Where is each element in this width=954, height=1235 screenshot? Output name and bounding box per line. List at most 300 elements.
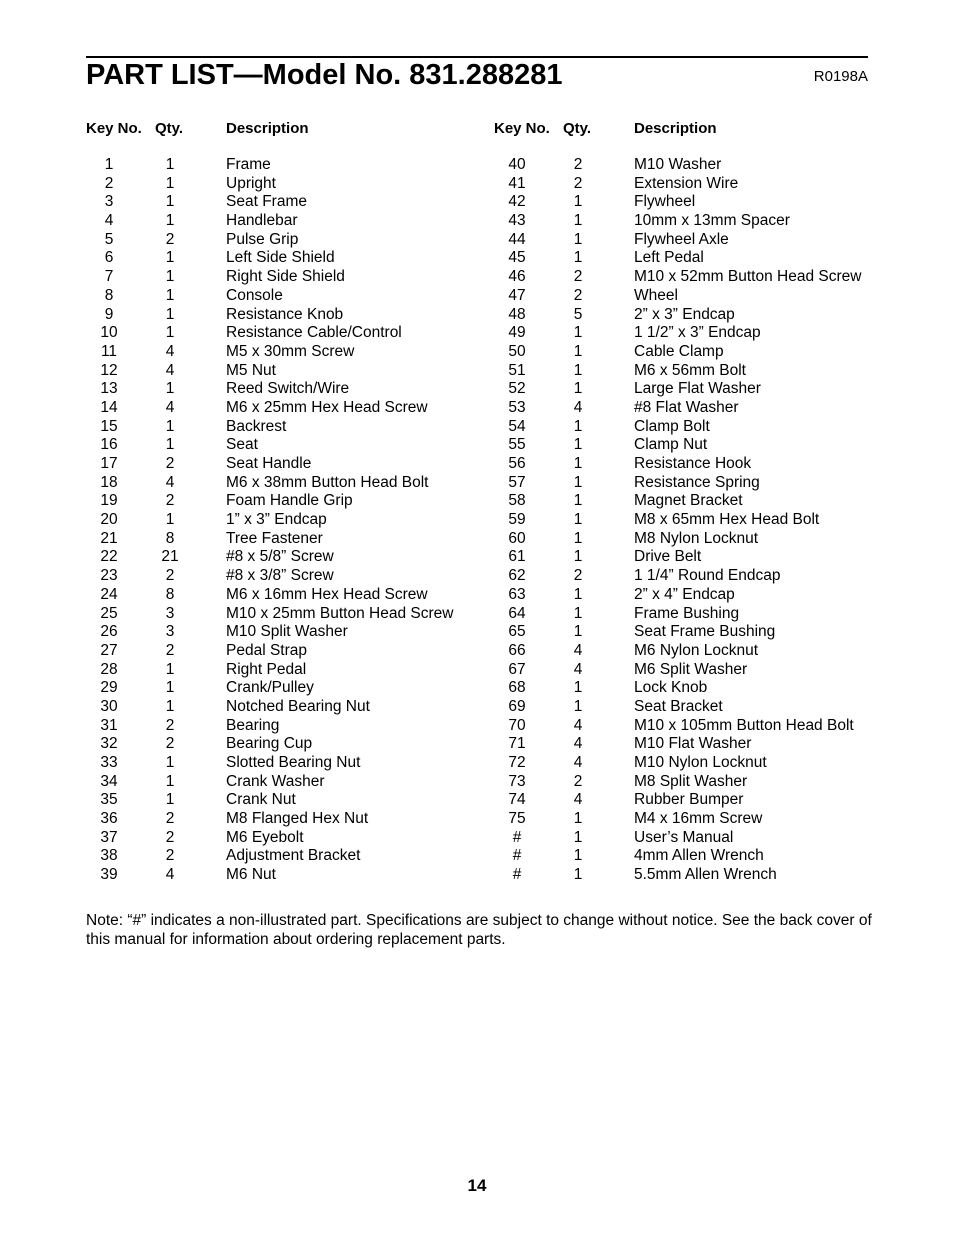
header-key-no: Key No. (494, 120, 550, 137)
part-description: Magnet Bracket (634, 492, 743, 510)
part-row (86, 436, 476, 455)
part-description: Crank Washer (226, 772, 325, 790)
part-description: Backrest (226, 417, 287, 435)
part-row (494, 530, 884, 549)
part-key-no: 69 (508, 697, 526, 715)
part-key-no: 31 (100, 716, 118, 734)
part-description: Seat Frame (226, 193, 307, 211)
part-row (494, 362, 884, 381)
part-qty: 1 (573, 697, 583, 715)
part-qty: 1 (165, 660, 175, 678)
part-qty: 1 (165, 156, 175, 173)
part-description: M10 x 105mm Button Head Bolt (634, 716, 854, 734)
part-key-no: 42 (508, 193, 526, 211)
part-description: M10 Washer (634, 156, 722, 173)
part-description: 1” x 3” Endcap (226, 511, 327, 529)
part-row (86, 623, 476, 642)
part-qty: 4 (573, 641, 583, 659)
part-row (86, 380, 476, 399)
column-header (86, 118, 476, 140)
part-row (494, 642, 884, 661)
part-key-no: 58 (508, 492, 526, 510)
part-row (86, 492, 476, 511)
part-qty: 1 (573, 249, 583, 267)
part-key-no: 7 (104, 268, 114, 286)
part-description: M10 x 25mm Button Head Screw (226, 604, 454, 622)
part-description: #8 x 5/8” Screw (226, 548, 334, 566)
part-description: M6 Nut (226, 866, 276, 884)
footnote: Note: “#” indicates a non-illustrated part. Specifications are subject to change without notice. See the back cover of this manual for information about ordering replacement parts. (86, 912, 872, 948)
part-description: Bearing (226, 716, 280, 734)
part-description: Drive Belt (634, 548, 702, 566)
part-row (86, 717, 476, 736)
part-key-no: # (512, 847, 522, 865)
part-key-no: 73 (508, 772, 526, 790)
part-key-no: 43 (508, 212, 526, 230)
part-qty: 4 (165, 342, 175, 360)
header-description: Description (634, 120, 717, 137)
part-qty: 4 (573, 398, 583, 416)
part-qty: 1 (573, 585, 583, 603)
part-qty: 8 (165, 585, 175, 603)
part-qty: 3 (165, 623, 175, 641)
part-description: Wheel (634, 286, 678, 304)
part-description: Left Side Shield (226, 249, 335, 267)
part-key-no: 55 (508, 436, 526, 454)
part-key-no: 71 (508, 735, 526, 753)
part-key-no: 40 (508, 156, 526, 173)
part-description: Left Pedal (634, 249, 704, 267)
part-key-no: 19 (100, 492, 118, 510)
part-description: Foam Handle Grip (226, 492, 353, 510)
part-description: Frame (226, 156, 271, 173)
part-row (494, 548, 884, 567)
part-qty: 2 (573, 174, 583, 192)
part-key-no: 70 (508, 716, 526, 734)
part-key-no: 72 (508, 754, 526, 771)
part-qty: 1 (573, 473, 583, 491)
column-header (494, 118, 884, 140)
part-description: Reed Switch/Wire (226, 380, 350, 398)
part-qty: 2 (573, 567, 583, 585)
part-description: Resistance Knob (226, 305, 344, 323)
part-description: Large Flat Washer (634, 380, 761, 398)
part-description: Lock Knob (634, 679, 708, 697)
part-row (86, 679, 476, 698)
part-description: Right Side Shield (226, 268, 345, 286)
part-qty: 1 (573, 511, 583, 529)
part-qty: 2 (165, 810, 175, 828)
part-row (494, 735, 884, 754)
part-qty: 1 (165, 249, 175, 267)
part-qty: 2 (165, 828, 175, 846)
part-row (494, 511, 884, 530)
part-description: M6 Split Washer (634, 660, 748, 678)
part-qty: 1 (165, 174, 175, 192)
part-row (86, 156, 476, 175)
part-key-no: # (512, 828, 522, 846)
part-row (494, 698, 884, 717)
part-qty: 2 (165, 567, 175, 585)
part-row (494, 661, 884, 680)
part-row (86, 847, 476, 866)
part-qty: 1 (165, 305, 175, 323)
part-row (86, 791, 476, 810)
part-description: M4 x 16mm Screw (634, 810, 763, 828)
part-qty: 1 (573, 230, 583, 248)
part-qty: 2 (165, 492, 175, 510)
part-qty: 1 (165, 772, 175, 790)
part-key-no: 12 (100, 361, 118, 379)
part-qty: 21 (161, 548, 179, 566)
part-qty: 4 (573, 754, 583, 771)
part-key-no: 3 (104, 193, 114, 211)
part-description: Crank/Pulley (226, 679, 314, 697)
part-row (86, 829, 476, 848)
part-key-no: 34 (100, 772, 118, 790)
part-description: Flywheel (634, 193, 696, 211)
part-row (494, 679, 884, 698)
part-row (86, 586, 476, 605)
part-description: Slotted Bearing Nut (226, 754, 361, 771)
part-qty: 1 (573, 529, 583, 547)
part-key-no: 23 (100, 567, 118, 585)
part-qty: 1 (165, 679, 175, 697)
part-row (86, 399, 476, 418)
part-description: Clamp Nut (634, 436, 708, 454)
part-key-no: 14 (100, 398, 118, 416)
part-qty: 1 (573, 847, 583, 865)
part-description: M6 x 16mm Hex Head Screw (226, 585, 428, 603)
part-qty: 1 (573, 623, 583, 641)
part-qty: 1 (573, 828, 583, 846)
header-qty: Qty. (563, 120, 592, 137)
part-key-no: 28 (100, 660, 118, 678)
part-key-no: 9 (104, 305, 114, 323)
part-description: M10 Split Washer (226, 623, 348, 641)
part-qty: 1 (573, 455, 583, 472)
part-description: Resistance Spring (634, 473, 760, 491)
part-qty: 2 (165, 641, 175, 659)
part-key-no: # (512, 866, 522, 884)
part-row (494, 866, 884, 885)
part-key-no: 16 (100, 436, 118, 454)
part-key-no: 4 (104, 212, 114, 230)
part-qty: 2 (573, 772, 583, 790)
part-description: M8 Nylon Locknut (634, 529, 759, 547)
part-qty: 1 (165, 697, 175, 715)
part-qty: 1 (165, 791, 175, 809)
part-row (494, 324, 884, 343)
part-qty: 4 (573, 660, 583, 678)
part-key-no: 2 (104, 174, 114, 192)
part-qty: 4 (165, 398, 175, 416)
parts-column-left (86, 118, 476, 884)
part-description: Console (226, 286, 283, 304)
part-qty: 1 (573, 810, 583, 828)
part-qty: 1 (573, 380, 583, 398)
part-row (494, 829, 884, 848)
part-qty: 1 (573, 548, 583, 566)
part-qty: 4 (165, 866, 175, 884)
part-qty: 1 (573, 212, 583, 230)
part-key-no: 54 (508, 417, 526, 435)
part-key-no: 17 (100, 455, 118, 472)
part-key-no: 38 (100, 847, 118, 865)
part-key-no: 27 (100, 641, 118, 659)
part-description: Adjustment Bracket (226, 847, 361, 865)
part-description: Bearing Cup (226, 735, 313, 753)
part-qty: 8 (165, 529, 175, 547)
part-key-no: 74 (508, 791, 526, 809)
part-description: Frame Bushing (634, 604, 740, 622)
part-description: M10 Flat Washer (634, 735, 752, 753)
part-description: 4mm Allen Wrench (634, 847, 764, 865)
part-qty: 4 (573, 791, 583, 809)
part-row (86, 324, 476, 343)
part-qty: 4 (165, 473, 175, 491)
parts-rows-right (494, 156, 884, 885)
part-description: Clamp Bolt (634, 417, 710, 435)
part-description: 5.5mm Allen Wrench (634, 866, 777, 884)
part-qty: 1 (165, 436, 175, 454)
part-key-no: 41 (508, 174, 526, 192)
part-description: Flywheel Axle (634, 230, 729, 248)
part-description: 1 1/2” x 3” Endcap (634, 324, 761, 342)
part-row (494, 474, 884, 493)
part-key-no: 62 (508, 567, 526, 585)
part-description: M10 x 52mm Button Head Screw (634, 268, 862, 286)
part-qty: 1 (573, 193, 583, 211)
part-key-no: 26 (100, 623, 118, 641)
part-qty: 3 (165, 604, 175, 622)
part-description: Handlebar (226, 212, 298, 230)
part-row (494, 754, 884, 773)
part-row (494, 717, 884, 736)
part-key-no: 25 (100, 604, 118, 622)
part-key-no: 36 (100, 810, 118, 828)
part-row (86, 193, 476, 212)
part-row (494, 306, 884, 325)
part-qty: 1 (573, 342, 583, 360)
part-key-no: 1 (104, 156, 114, 173)
part-description: M5 Nut (226, 361, 276, 379)
part-row (86, 548, 476, 567)
part-row (86, 698, 476, 717)
part-key-no: 56 (508, 455, 526, 472)
part-key-no: 51 (508, 361, 526, 379)
part-key-no: 44 (508, 230, 526, 248)
part-key-no: 24 (100, 585, 118, 603)
part-qty: 1 (573, 604, 583, 622)
part-qty: 2 (573, 286, 583, 304)
part-row (86, 474, 476, 493)
part-description: Crank Nut (226, 791, 296, 809)
part-key-no: 65 (508, 623, 526, 641)
part-description: M5 x 30mm Screw (226, 342, 355, 360)
part-row (494, 773, 884, 792)
part-key-no: 13 (100, 380, 118, 398)
part-row (494, 399, 884, 418)
part-qty: 1 (573, 679, 583, 697)
part-row (494, 586, 884, 605)
part-row (86, 530, 476, 549)
part-key-no: 33 (100, 754, 118, 771)
part-qty: 1 (573, 492, 583, 510)
part-row (494, 249, 884, 268)
part-qty: 1 (165, 511, 175, 529)
part-description: M6 Eyebolt (226, 828, 304, 846)
part-key-no: 8 (104, 286, 114, 304)
part-row (86, 268, 476, 287)
part-row (86, 866, 476, 885)
header-key-no: Key No. (86, 120, 142, 137)
part-key-no: 50 (508, 342, 526, 360)
part-qty: 1 (165, 754, 175, 771)
part-key-no: 37 (100, 828, 118, 846)
part-description: M6 Nylon Locknut (634, 641, 759, 659)
part-qty: 1 (165, 380, 175, 398)
part-qty: 1 (573, 361, 583, 379)
header-description: Description (226, 120, 309, 137)
part-qty: 4 (573, 716, 583, 734)
part-description: M6 x 25mm Hex Head Screw (226, 398, 428, 416)
part-key-no: 68 (508, 679, 526, 697)
part-key-no: 66 (508, 641, 526, 659)
part-row (494, 380, 884, 399)
part-row (86, 306, 476, 325)
part-key-no: 35 (100, 791, 118, 809)
part-description: M6 x 38mm Button Head Bolt (226, 473, 429, 491)
part-description: 2” x 3” Endcap (634, 305, 735, 323)
part-key-no: 52 (508, 380, 526, 398)
part-qty: 1 (573, 436, 583, 454)
part-description: M8 Split Washer (634, 772, 748, 790)
part-description: 10mm x 13mm Spacer (634, 212, 790, 230)
part-row (86, 605, 476, 624)
part-row (86, 212, 476, 231)
part-qty: 1 (573, 324, 583, 342)
part-row (494, 810, 884, 829)
part-description: Seat Bracket (634, 697, 723, 715)
part-key-no: 46 (508, 268, 526, 286)
part-row (86, 455, 476, 474)
part-description: #8 x 3/8” Screw (226, 567, 334, 585)
part-description: Resistance Cable/Control (226, 324, 402, 342)
part-description: User’s Manual (634, 828, 734, 846)
part-row (86, 773, 476, 792)
part-row (494, 175, 884, 194)
part-key-no: 11 (100, 342, 118, 360)
part-qty: 2 (573, 268, 583, 286)
part-description: Pedal Strap (226, 641, 307, 659)
part-key-no: 10 (100, 324, 118, 342)
part-key-no: 6 (104, 249, 114, 267)
part-qty: 5 (573, 305, 583, 323)
part-row (86, 343, 476, 362)
header-qty: Qty. (155, 120, 184, 137)
part-description: Upright (226, 174, 276, 192)
document-code: R0198A (813, 68, 868, 85)
part-row (86, 231, 476, 250)
part-description: Notched Bearing Nut (226, 697, 370, 715)
part-row (86, 175, 476, 194)
part-row (86, 362, 476, 381)
part-qty: 2 (165, 455, 175, 472)
part-qty: 2 (165, 716, 175, 734)
part-key-no: 47 (508, 286, 526, 304)
part-row (494, 605, 884, 624)
part-row (86, 287, 476, 306)
part-qty: 2 (573, 156, 583, 173)
part-row (494, 847, 884, 866)
part-qty: 4 (165, 361, 175, 379)
part-row (494, 193, 884, 212)
part-row (494, 455, 884, 474)
part-qty: 1 (165, 324, 175, 342)
part-key-no: 22 (100, 548, 118, 566)
part-description: M6 x 56mm Bolt (634, 361, 746, 379)
part-key-no: 57 (508, 473, 526, 491)
part-row (494, 418, 884, 437)
part-row (86, 511, 476, 530)
part-row (86, 754, 476, 773)
part-description: Right Pedal (226, 660, 307, 678)
part-row (494, 287, 884, 306)
part-description: Tree Fastener (226, 529, 323, 547)
part-row (494, 623, 884, 642)
page-number: 14 (467, 1176, 487, 1195)
part-description: M10 Nylon Locknut (634, 754, 767, 771)
part-description: Pulse Grip (226, 230, 299, 248)
part-row (494, 268, 884, 287)
part-qty: 1 (165, 193, 175, 211)
part-description: Extension Wire (634, 174, 739, 192)
part-key-no: 75 (508, 810, 526, 828)
part-key-no: 48 (508, 305, 526, 323)
part-qty: 1 (573, 866, 583, 884)
part-description: Seat (226, 436, 258, 454)
part-key-no: 20 (100, 511, 118, 529)
part-key-no: 15 (100, 417, 118, 435)
part-row (494, 436, 884, 455)
part-key-no: 45 (508, 249, 526, 267)
part-key-no: 60 (508, 529, 526, 547)
part-description: #8 Flat Washer (634, 398, 739, 416)
part-key-no: 63 (508, 585, 526, 603)
part-qty: 4 (573, 735, 583, 753)
part-description: 1 1/4” Round Endcap (634, 567, 781, 585)
part-qty: 1 (573, 417, 583, 435)
part-row (494, 567, 884, 586)
part-description: Rubber Bumper (634, 791, 744, 809)
part-qty: 1 (165, 417, 175, 435)
part-key-no: 5 (104, 230, 114, 248)
part-description: Seat Handle (226, 455, 312, 472)
part-key-no: 32 (100, 735, 118, 753)
part-description: M8 Flanged Hex Nut (226, 810, 369, 828)
part-key-no: 67 (508, 660, 526, 678)
part-row (86, 810, 476, 829)
part-key-no: 30 (100, 697, 118, 715)
part-key-no: 18 (100, 473, 118, 491)
part-row (494, 791, 884, 810)
part-row (86, 661, 476, 680)
part-key-no: 61 (508, 548, 526, 566)
part-description: Resistance Hook (634, 455, 752, 472)
part-row (494, 343, 884, 362)
part-key-no: 64 (508, 604, 526, 622)
